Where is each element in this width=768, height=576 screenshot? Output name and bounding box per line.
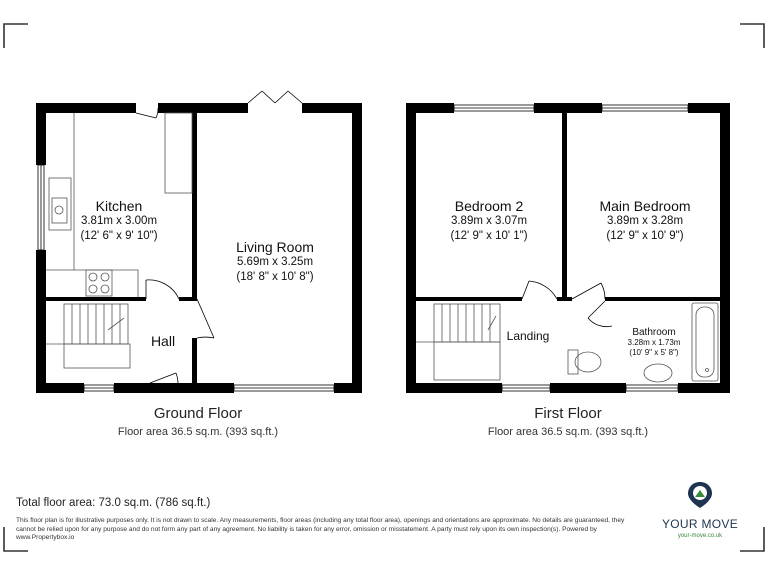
ground-floor-title: Ground Floor	[153, 405, 243, 422]
main-bedroom-metric: 3.89m x 3.28m	[606, 215, 684, 227]
living-room-label	[236, 239, 314, 285]
disclaimer-text: This floor plan is for illustrative purposes only. It is not drawn to scale. Any measurements, floor areas (including any total floor area), openings and orientations are approximate. No details are guaranteed, they cannot be relied upon for any purpose and do not form any part of any agreement. No liability is taken for any error, omission or misstatement. A party must rely upon its own inspection(s). Powered by www.Propertybox.io	[16, 517, 625, 541]
first-floor-outer-walls	[406, 103, 730, 393]
kitchen-metric: 3.81m x 3.00m	[80, 215, 158, 227]
bedroom-2-label	[450, 198, 527, 244]
main-bedroom-name: Main Bedroom	[599, 198, 691, 214]
ground-floor-area: Floor area 36.5 sq.m. (393 sq.ft.)	[117, 426, 279, 438]
kitchen-imperial: (12' 6" x 9' 10")	[80, 230, 158, 242]
living-room-metric: 5.69m x 3.25m	[236, 256, 314, 268]
main-bedroom-label	[599, 198, 690, 244]
bedroom-2-metric: 3.89m x 3.07m	[450, 215, 528, 227]
first-floor-stairs	[416, 304, 500, 380]
first-floor-title: First Floor	[534, 405, 602, 422]
first-floor-area: Floor area 36.5 sq.m. (393 sq.ft.)	[487, 426, 649, 438]
your-move-logo	[655, 480, 745, 539]
bathroom-name: Bathroom	[632, 327, 676, 338]
main-bedroom-imperial: (12' 9" x 10' 9")	[606, 230, 684, 242]
first-floor-plan	[406, 103, 730, 393]
kitchen-label	[80, 198, 157, 244]
bathroom-metric: 3.28m x 1.73m	[627, 338, 681, 347]
bathroom-label	[628, 327, 681, 358]
location-pin-icon	[686, 480, 714, 510]
hall-label: Hall	[150, 333, 176, 349]
bedroom-2-imperial: (12' 9" x 10' 1")	[450, 230, 528, 242]
ground-floor-stairs	[46, 304, 130, 368]
brand-name: YOUR MOVE	[661, 517, 739, 531]
brand-url: your-move.co.uk	[677, 533, 723, 539]
landing-label: Landing	[506, 329, 550, 343]
bathroom-imperial: (10' 9" x 5' 8")	[629, 348, 679, 357]
bedroom-2-name: Bedroom 2	[454, 198, 524, 214]
living-room-imperial: (18' 8" x 10' 8")	[236, 271, 314, 283]
kitchen-name: Kitchen	[95, 198, 143, 214]
living-room-name: Living Room	[236, 239, 314, 255]
total-floor-area: Total floor area: 73.0 sq.m. (786 sq.ft.)	[16, 497, 211, 509]
